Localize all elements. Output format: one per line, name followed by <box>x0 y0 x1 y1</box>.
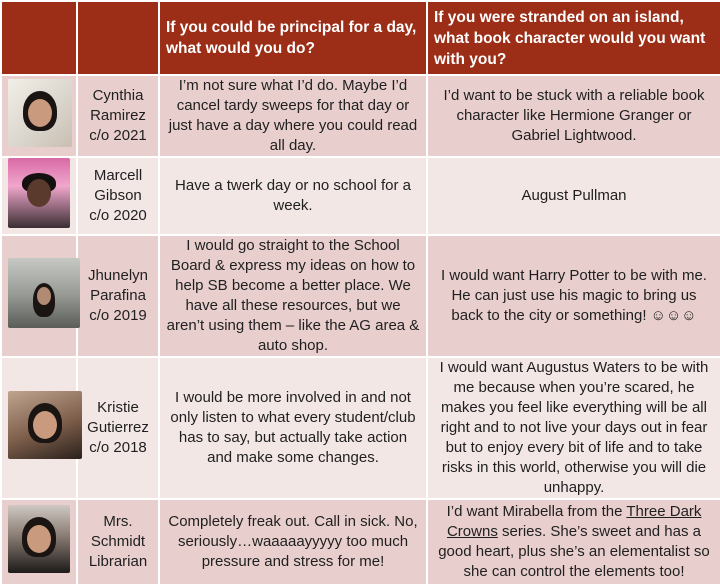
answer-text: I’d want Mirabella from the <box>446 503 627 520</box>
name-line: Gutierrez <box>87 419 149 436</box>
answer-island: I would want Augustus Waters to be with me because when you’re scared, he makes you feel like everything will be all right and to not live your days out in fear but to enjoy every bit of life and to take risks in this world, otherwise you will die unhappy. <box>427 357 720 499</box>
table-row <box>1 235 720 357</box>
table-row <box>1 499 720 585</box>
answer-principal: Completely freak out. Call in sick. No, seriously…waaaaayyyyy too much pressure and stress for me! <box>159 499 427 585</box>
name-line: Jhunelyn <box>87 267 149 284</box>
header-question-principal: If you could be principal for a day, what would you do? <box>159 1 427 75</box>
name-line: Cynthia <box>92 87 144 104</box>
book-title: Three Dark Crowns <box>446 503 702 540</box>
answer-text: series. She’s sweet and has a good heart, plus she’s an elementalist so she can control the elements too! <box>438 523 710 580</box>
table-row <box>1 75 720 157</box>
name-line: c/o 2018 <box>89 439 147 456</box>
name-line: c/o 2020 <box>89 207 147 224</box>
table-row <box>1 357 720 499</box>
answer-island <box>427 499 720 585</box>
name-line: Schmidt <box>90 533 146 550</box>
answer-principal: I’m not sure what I’d do. Maybe I’d cancel tardy sweeps for that day or just have a day where you could read all day. <box>159 75 427 157</box>
header-name-cell <box>77 1 159 75</box>
student-photo <box>8 258 80 328</box>
name-line: Marcell <box>93 167 143 184</box>
answer-island: I’d want to be stuck with a reliable book character like Hermione Granger or Gabriel Lightwood. <box>427 75 720 157</box>
photo-cell <box>1 499 77 585</box>
name-cell <box>77 157 159 235</box>
name-cell <box>77 75 159 157</box>
name-line: Librarian <box>88 553 148 570</box>
student-photo <box>8 79 72 147</box>
photo-cell <box>1 357 77 499</box>
photo-cell <box>1 75 77 157</box>
student-photo <box>8 391 82 459</box>
answer-principal: I would go straight to the School Board & express my ideas on how to help SB become a better place. We have all these resources, but we aren’t using them – like the AG area & auto shop. <box>159 235 427 357</box>
name-line: Gibson <box>94 187 142 204</box>
name-cell <box>77 499 159 585</box>
name-line: Mrs. <box>103 513 133 530</box>
photo-cell <box>1 235 77 357</box>
answer-principal: I would be more involved in and not only listen to what every student/club has to say, but actually take action and make some changes. <box>159 357 427 499</box>
librarian-photo <box>8 505 70 573</box>
name-cell <box>77 357 159 499</box>
name-line: c/o 2019 <box>89 307 147 324</box>
name-line: c/o 2021 <box>89 127 147 144</box>
header-photo-cell <box>1 1 77 75</box>
header-row <box>1 1 720 75</box>
name-line: Ramirez <box>90 107 146 124</box>
answer-principal: Have a twerk day or no school for a week. <box>159 157 427 235</box>
photo-cell <box>1 157 77 235</box>
student-photo <box>8 158 70 228</box>
header-question-island: If you were stranded on an island, what book character would you want with you? <box>427 1 720 75</box>
answer-island: I would want Harry Potter to be with me. He can just use his magic to bring us back to the city or something! ☺☺☺ <box>427 235 720 357</box>
name-cell <box>77 235 159 357</box>
name-line: Parafina <box>90 287 146 304</box>
name-line: Kristie <box>97 399 139 416</box>
table-row <box>1 157 720 235</box>
answer-island: August Pullman <box>427 157 720 235</box>
